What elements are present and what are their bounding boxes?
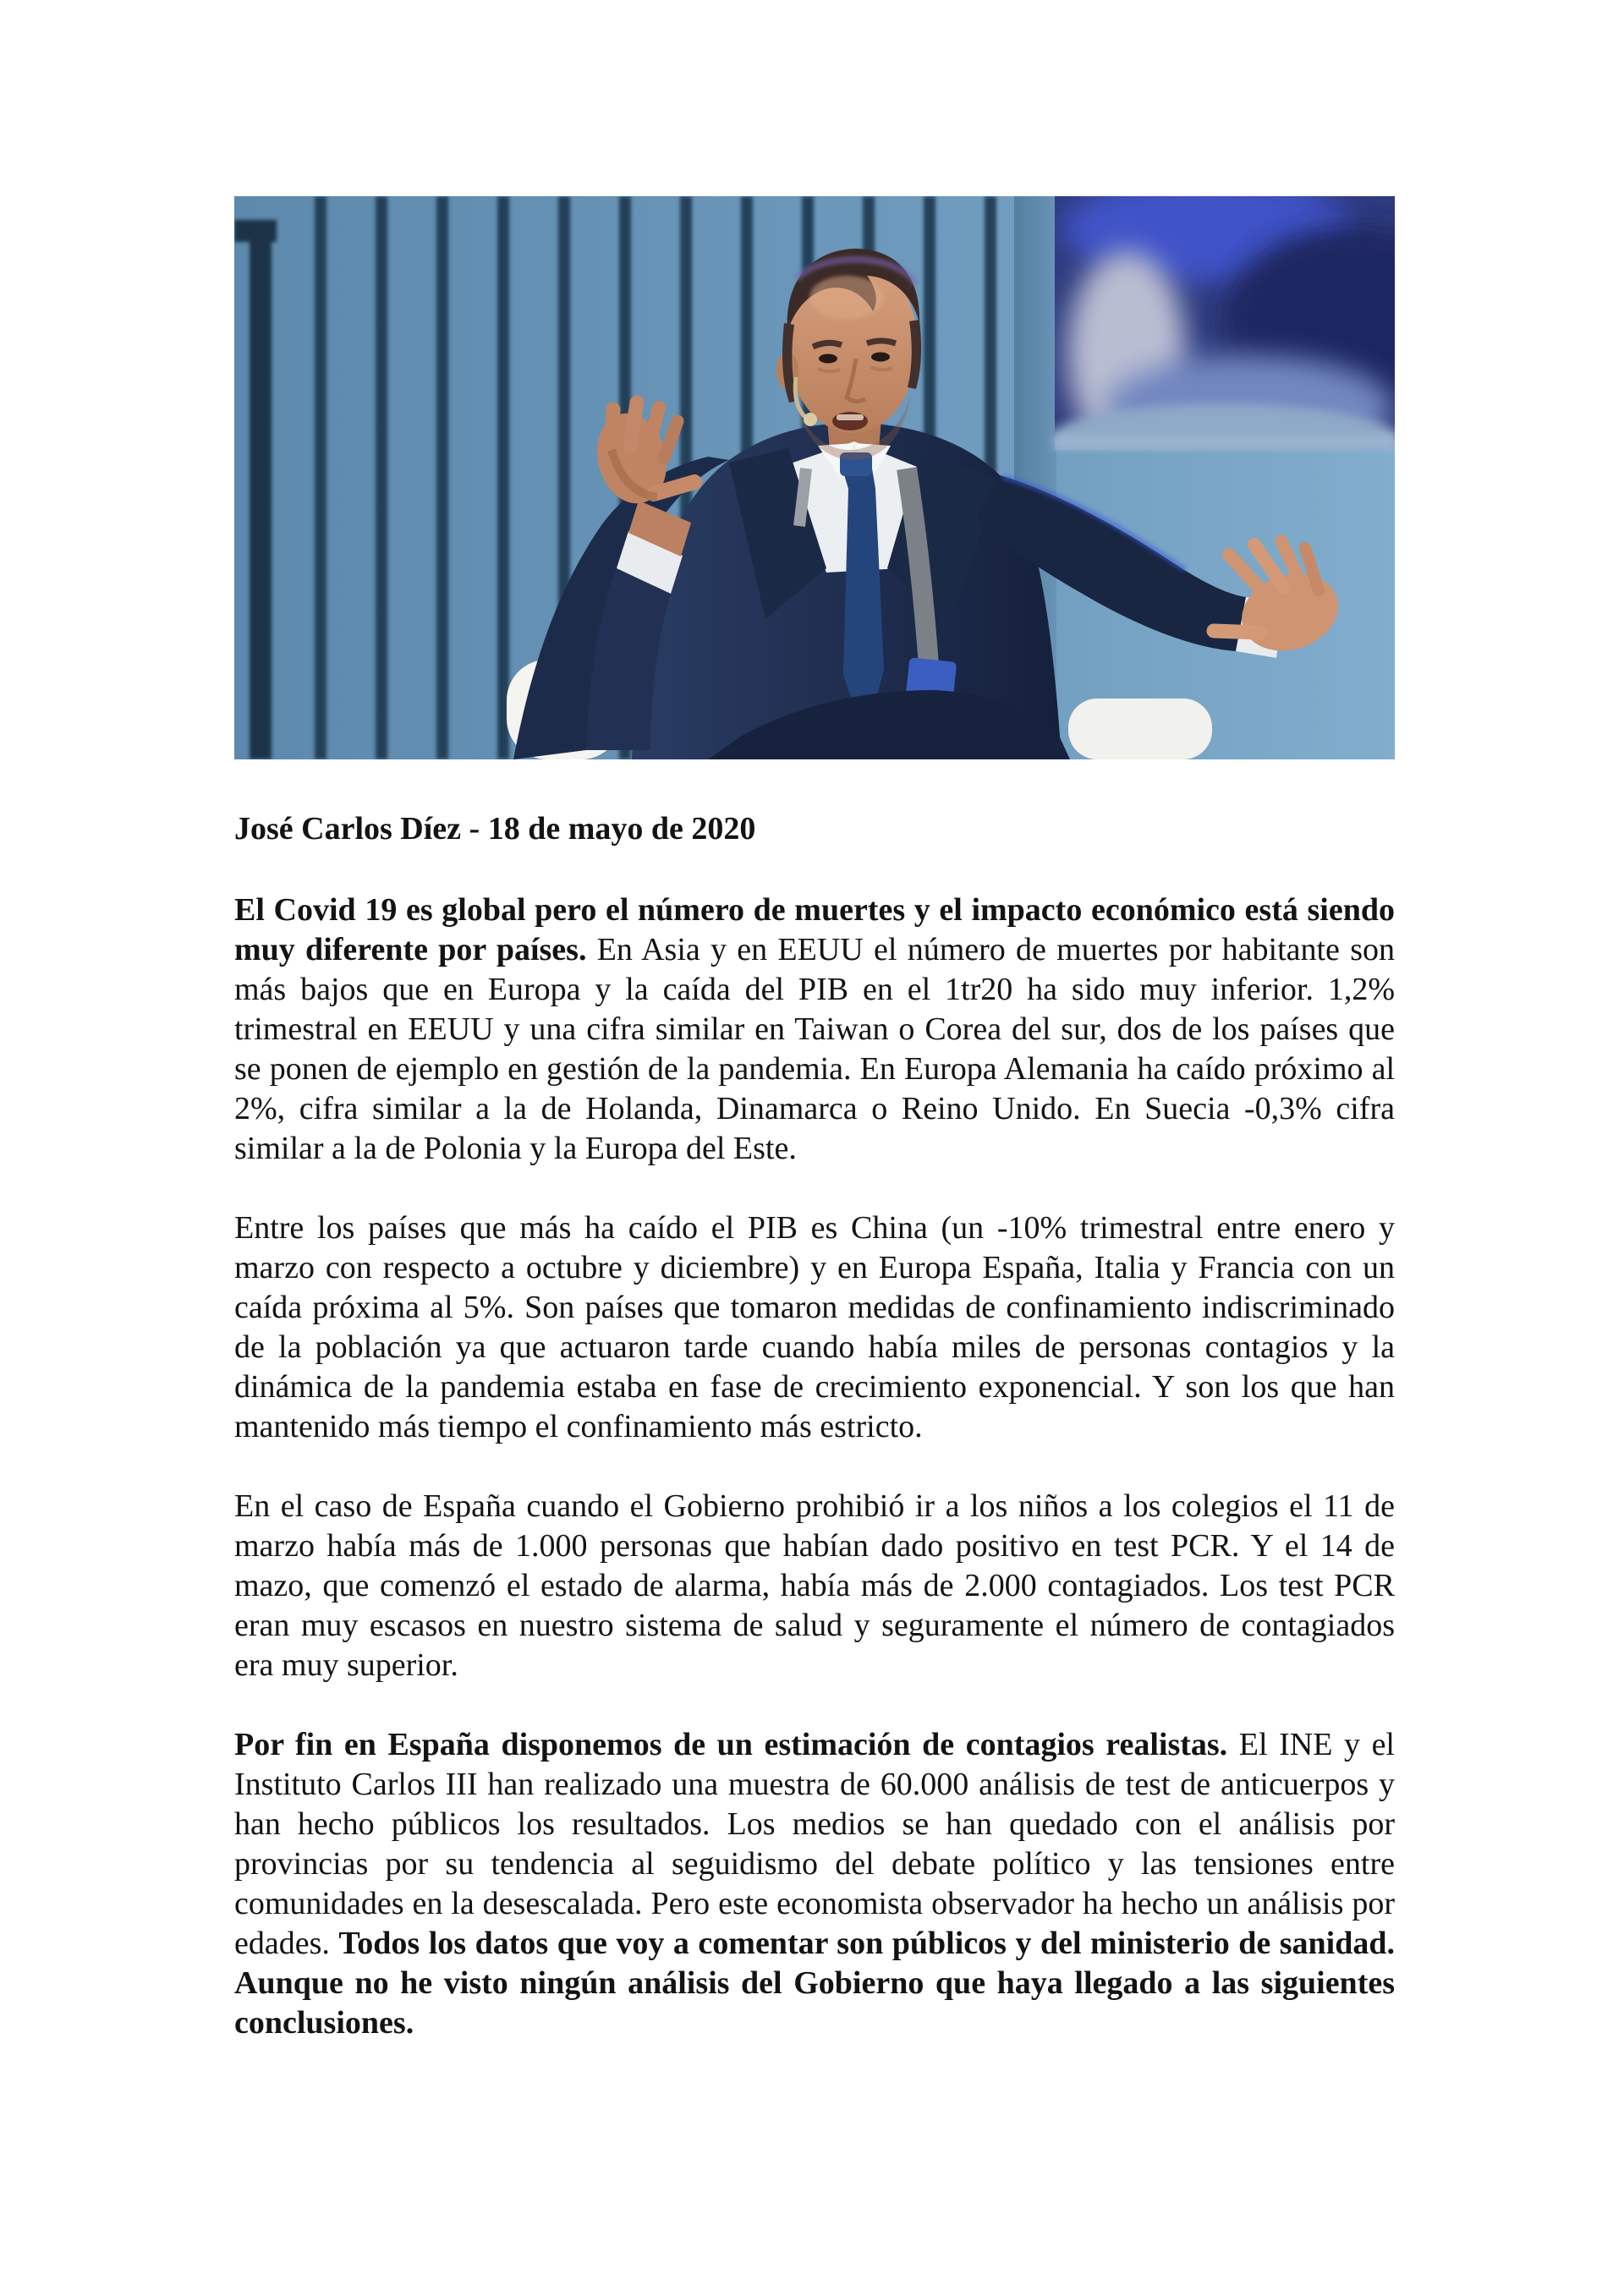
article-body	[234, 809, 1395, 2083]
bold-text-run: Por fin en España disponemos de un estimación de contagios realistas.	[234, 1727, 1228, 1762]
text-run: Entre los países que más ha caído el PIB es China (un -10% trimestral entre enero y marzo con respecto a octubre y diciembre) y en Europa España, Italia y Francia con un caída próxima al 5%. Son países que tomaron medidas de confinamiento indiscriminado de la población ya que actuaron tarde cuando había miles de personas contagios y la dinámica de la pandemia estaba en fase de crecimiento exponencial. Y son los que han mantenido más tiempo el confinamiento más estricto.	[234, 1210, 1395, 1444]
text-run: En el caso de España cuando el Gobierno prohibió ir a los niños a los colegios el 11 de marzo había más de 1.000 personas que habían dado positivo en test PCR. Y el 14 de mazo, que comenzó el estado de alarma, había más de 2.000 contagiados. Los test PCR eran muy escasos en nuestro sistema de salud y seguramente el número de contagiados era muy superior.	[234, 1488, 1395, 1683]
paragraph	[234, 1208, 1395, 1447]
projection-screen	[1046, 196, 1395, 479]
speaker-photo	[234, 196, 1395, 759]
bold-text-run: Todos los datos que voy a comentar son públicos y del ministerio de sanidad. Aunque no he visto ningún análisis del Gobierno que haya llegado a las siguientes conclusiones.	[234, 1926, 1395, 2041]
bold-text-run: El Covid 19 es global pero el número de muertes y el impacto económico está siendo muy diferente por países.	[234, 892, 1395, 967]
speaker-photo-illustration	[234, 196, 1395, 759]
paragraph	[234, 1487, 1395, 1685]
paragraph	[234, 890, 1395, 1169]
paragraph-list	[234, 890, 1395, 2043]
armchair-right	[1068, 699, 1212, 759]
text-run: El INE y el Instituto Carlos III han realizado una muestra de 60.000 análisis de test de anticuerpos y han hecho públicos los resultados. Los medios se han quedado con el análisis por provincias por su tendencia al seguidismo del debate político y las tensiones entre comunidades en la desescalada. Pero este economista observador ha hecho un análisis por edades.	[234, 1727, 1395, 1961]
paragraph	[234, 1725, 1395, 2043]
byline: José Carlos Díez - 18 de mayo de 2020	[234, 811, 756, 847]
text-run: En Asia y en EEUU el número de muertes por habitante son más bajos que en Europa y la caída del PIB en el 1tr20 ha sido muy inferior. 1,2% trimestral en EEUU y una cifra similar en Taiwan o Corea del sur, dos de los países que se ponen de ejemplo en gestión de la pandemia. En Europa Alemania ha caído próximo al 2%, cifra similar a la de Holanda, Dinamarca o Reino Unido. En Suecia -0,3% cifra similar a la de Polonia y la Europa del Este.	[234, 932, 1395, 1166]
